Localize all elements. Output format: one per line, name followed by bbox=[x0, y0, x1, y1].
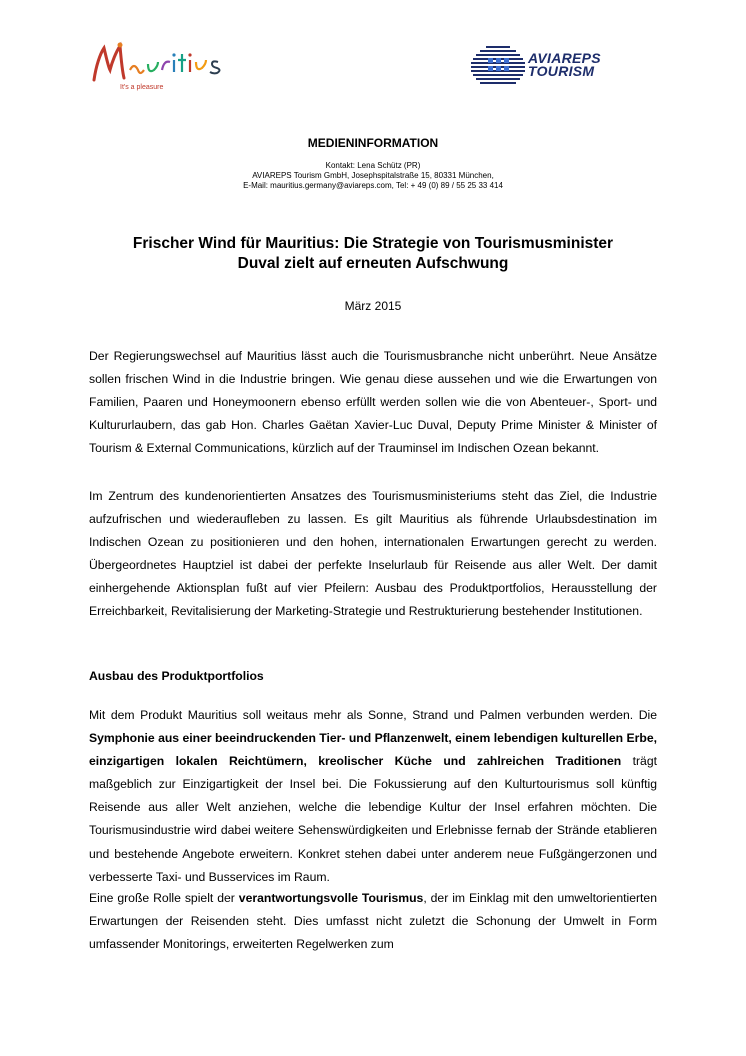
para4-bold: verantwortungsvolle Tourismus bbox=[238, 891, 424, 905]
aviareps-logo bbox=[470, 46, 660, 86]
contact-block bbox=[0, 161, 746, 191]
para4-text-b: , der im Einklag mit den umweltorientierten Erwartungen der Reisenden steht. Dies umfasst nicht zuletzt die Schonung der Umwelt in Form umfassender Monitorings, erweiterten Regelwerken zum bbox=[89, 891, 657, 952]
aviareps-wordmark bbox=[528, 52, 601, 78]
aviareps-line1: AVIAREPS bbox=[528, 50, 601, 66]
contact-address: AVIAREPS Tourism GmbH, Josephspitalstraße 15, 80331 München, bbox=[252, 171, 494, 180]
para3-text-b: trägt maßgeblich zur Einzigartigkeit der Insel bei. Die Fokussierung auf den Kulturtourismus soll künftig Reisende aus aller Welt anziehen, welche die lebendige Kultur der Insel erfahren möchten. Die Tourismusindustrie wird dabei weitere Sehenswürdigkeiten und Erlebnisse fernab der Strände etablieren und bestehende Angebote erweitern. Konkret stehen dabei unter anderem neue Fußgängerzonen und verbesserte Taxi- und Busservices im Raum. bbox=[89, 754, 657, 884]
aviareps-globe-icon bbox=[470, 46, 526, 86]
article-date: März 2015 bbox=[344, 299, 402, 313]
title-line-1: Frischer Wind für Mauritius: Die Strategie von Tourismusminister bbox=[132, 235, 614, 252]
article-title bbox=[0, 234, 746, 274]
section-heading: Ausbau des Produktportfolios bbox=[89, 669, 264, 683]
para3-text-a: Mit dem Produkt Mauritius soll weitaus mehr als Sonne, Strand und Palmen verbunden werden. Die bbox=[89, 708, 657, 722]
contact-email-phone: E-Mail: mauritius.germany@aviareps.com, Tel: + 49 (0) 89 / 55 25 33 414 bbox=[243, 181, 503, 190]
paragraph-product bbox=[89, 704, 657, 889]
mauritius-tagline: It's a pleasure bbox=[120, 84, 164, 91]
title-line-2: Duval zielt auf erneuten Aufschwung bbox=[237, 255, 509, 272]
para4-text-a: Eine große Rolle spielt der bbox=[89, 891, 239, 905]
mauritius-logo bbox=[90, 40, 230, 96]
aviareps-line2: TOURISM bbox=[528, 63, 595, 79]
contact-person: Kontakt: Lena Schütz (PR) bbox=[325, 161, 421, 170]
paragraph-strategy: Im Zentrum des kundenorientierten Ansatzes des Tourismusministeriums steht das Ziel, die Industrie aufzufrischen und wiederaufleben zu lassen. Es gilt Mauritius als führende Urlaubsdestination im Indischen Ozean zu positionieren und den hohen, internationalen Erwartungen gerecht zu werden. Übergeordnetes Hauptziel ist dabei der perfekte Inselurlaub für Reisende aus aller Welt. Der damit einhergehende Aktionsplan fußt auf vier Pfeilern: Ausbau des Produktportfolios, Herausstellung der Erreichbarkeit, Revitalisierung der Marketing-Strategie und Restrukturierung bestehender Institutionen. bbox=[89, 489, 657, 619]
mauritius-wordmark-graphic bbox=[90, 40, 230, 86]
para3-bold: Symphonie aus einer beeindruckenden Tier- und Pflanzenwelt, einem lebendigen kulturellen Erbe, einzigartigen lokalen Reichtümern, kreolischer Küche und zahlreichen Traditionen bbox=[89, 731, 657, 769]
paragraph-intro: Der Regierungswechsel auf Mauritius lässt auch die Tourismusbranche nicht unberührt. Neue Ansätze sollen frischen Wind in die Industrie bringen. Wie genau diese aussehen und wie die Erwartungen von Familien, Paaren und Honeymoonern ebenso erfüllt werden sollen wie die von Abenteuer-, Sport- und Kultururlaubern, das gab Hon. Charles Gaëtan Xavier-Luc Duval, Deputy Prime Minister & Minister of Tourism & External Communications, kürzlich auf der Trauminsel im Indischen Ozean bekannt. bbox=[89, 349, 657, 456]
press-release-label: MEDIENINFORMATION bbox=[307, 136, 439, 150]
paragraph-responsible-tourism bbox=[89, 887, 657, 956]
